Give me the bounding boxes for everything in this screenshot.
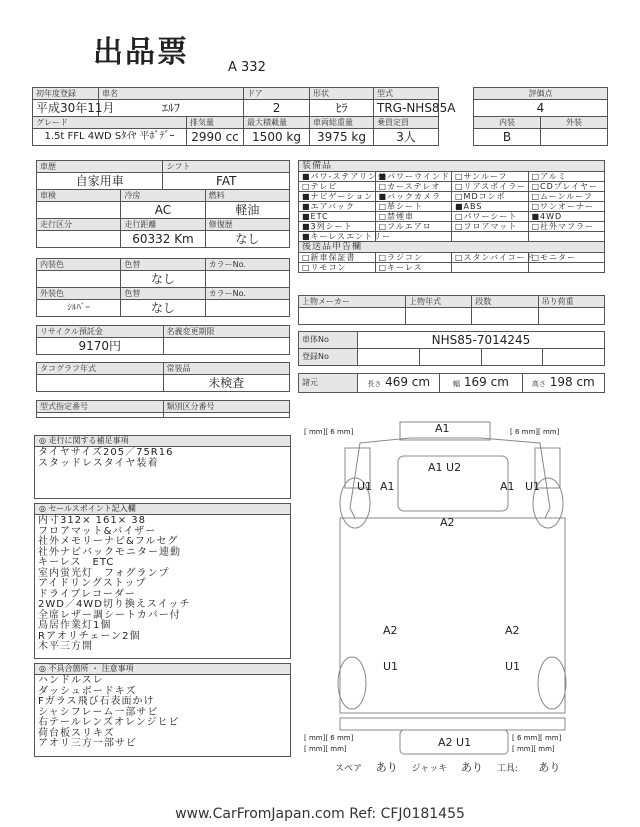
tire-depth: [ 6 mm][ mm] [512, 734, 562, 742]
exterior-color: ｼﾙﾊﾞｰ [37, 300, 121, 317]
note-line: 内寸312× 161× 38 [38, 515, 147, 526]
equipment-item: □サンルーフ [452, 172, 529, 182]
note-line: 全席レザー調シートカバー付 [38, 609, 181, 621]
standard-items: 未検査 [163, 375, 290, 392]
note-line: スタッドレスタイヤ装着 [38, 457, 159, 469]
length: 469 [385, 375, 408, 389]
equipment-item: □ワンオーナー [528, 202, 605, 212]
label: 型式指定番号 [37, 401, 164, 413]
overall-grade: 4 [474, 100, 608, 117]
damage-mark: A2 [383, 624, 398, 637]
damage-mark: A1 U2 [428, 461, 462, 474]
equipment-item: □新車保証書 [299, 253, 376, 263]
label: 上物メーカー [299, 296, 406, 308]
equipment-item: □パワーシート [452, 212, 529, 222]
equipment-item: ■バックカメラ [375, 192, 452, 202]
label: 排気量 [187, 117, 244, 129]
damage-mark: A2 [440, 516, 455, 529]
label: 登録No [299, 349, 358, 366]
spare-row [335, 761, 560, 776]
label: 段数 [472, 296, 538, 308]
label: カラーNo. [205, 288, 289, 300]
chassis-number: NHS85-7014245 [358, 332, 605, 349]
label: 外装色 [37, 288, 121, 300]
label: 高さ [531, 380, 546, 388]
equipment-item: ■パワ-ステアリング [299, 172, 376, 182]
driving-notes [34, 435, 291, 499]
max-load: 1500 kg [244, 129, 310, 146]
label: スペア [335, 764, 363, 774]
aircon: AC [121, 202, 205, 219]
label: ジャッキ [411, 764, 448, 774]
damage-mark: A1 [380, 480, 395, 493]
tire-depth: [ mm][ mm] [304, 745, 347, 753]
label: 燃料 [205, 190, 289, 202]
label: 車両総重量 [310, 117, 374, 129]
body-maker-table [298, 295, 605, 325]
equipment-item: ■ナビゲーション [299, 192, 376, 202]
defects-notes [34, 663, 291, 757]
recycle-table [36, 325, 290, 355]
tire-depth: [ mm][ 6 mm] [304, 734, 354, 742]
equipment-item: □革シート [375, 202, 452, 212]
vehicle-diagram [300, 418, 606, 758]
label: 型式 [374, 88, 439, 100]
label: 諸元 [299, 374, 358, 393]
label: 名義変更期限 [163, 326, 290, 338]
footer-reference: www.CarFromJapan.com Ref: CFJ0181455 [175, 806, 465, 822]
label: 走行区分 [37, 219, 121, 231]
equipment-item: ■キーレスエントリー [299, 232, 376, 242]
tool-value: あり [538, 761, 561, 774]
label: 乗員定員 [374, 117, 439, 129]
label: タコグラフ年式 [37, 363, 164, 375]
label: 車名 [99, 88, 244, 100]
unit: cm [411, 375, 431, 389]
repair-history: なし [205, 231, 289, 248]
equipment-item [528, 263, 605, 273]
note-line: 荷台板スリキズ [38, 727, 115, 739]
equipment-item [528, 232, 605, 242]
vehicle-header-table [32, 87, 456, 146]
equipment-item: □カーステレオ [375, 182, 452, 192]
spare-value: あり [375, 761, 398, 774]
shift: FAT [163, 173, 290, 190]
model-number-table [36, 400, 290, 418]
label: 吊り荷重 [538, 296, 604, 308]
model-code: TRG-NHS85A [374, 100, 439, 117]
note-title: ◎ セールスポイント記入欄 [35, 504, 290, 515]
capacity: 3人 [374, 129, 439, 146]
note-line: シャシフレーム一部サビ [38, 706, 159, 718]
chassis-table [298, 331, 605, 366]
label: 常装品 [163, 363, 290, 375]
equipment-item: □スタンバイコード [452, 253, 529, 263]
note-line: 室内蛍光灯 フォグランプ [38, 567, 170, 579]
score-table [473, 87, 608, 146]
label: 初年度登録 [33, 88, 99, 100]
damage-mark: U1 [383, 660, 399, 673]
equipment-item: □アルミ [528, 172, 605, 182]
car-name: ｴﾙﾌ [99, 100, 244, 117]
body-shape: ﾋﾗ [310, 100, 374, 117]
gross-weight: 3975 kg [310, 129, 374, 146]
label: 最大積載量 [244, 117, 310, 129]
exterior-grade [541, 129, 608, 146]
note-line: ダッシュボードキズ [38, 685, 137, 697]
label: カラーNo. [205, 259, 289, 271]
note-line: 木平三方開 [38, 641, 93, 652]
fuel: 軽油 [205, 202, 289, 219]
first-registration: 平成30年11月 [33, 100, 99, 117]
jack-value: あり [461, 761, 484, 774]
note-line: アイドリングストップ [38, 578, 147, 589]
interior-color-swap: なし [121, 271, 205, 288]
label: 長さ [367, 380, 382, 388]
note-line: 2WD／4WD切り換えスイッチ [38, 599, 191, 610]
equipment-item: □禁煙車 [375, 212, 452, 222]
label: 冷房 [121, 190, 205, 202]
note-line: キーレス ETC [38, 557, 115, 568]
label: 評価点 [474, 88, 608, 100]
equipment-item: □キーレス [375, 263, 452, 273]
note-line: 右テールレンズオレンジヒビ [38, 717, 180, 728]
equipment-item: □ムーンルーフ [528, 192, 605, 202]
height: 198 [549, 375, 573, 389]
sales-points [34, 503, 291, 659]
lot-number: A 332 [228, 60, 266, 75]
damage-mark: A2 [505, 624, 520, 637]
label: 類別区分番号 [163, 401, 290, 413]
label: 上物年式 [406, 296, 472, 308]
damage-mark: A2 U1 [438, 736, 472, 749]
label: ドア [244, 88, 310, 100]
tire-depth: [ 6 mm][ mm] [510, 428, 560, 436]
mileage: 60332 Km [121, 231, 205, 248]
label: 車歴 [37, 161, 163, 173]
damage-mark: U1 [525, 480, 541, 493]
equipment-item: □リモコン [299, 263, 376, 273]
equipment-title: 装備品 [299, 161, 605, 172]
note-line: フロアマット&バイザー [38, 525, 157, 537]
label: 外装 [541, 117, 608, 129]
label: 形状 [310, 88, 374, 100]
exterior-color-swap: なし [121, 300, 205, 317]
damage-mark: A1 [500, 480, 515, 493]
equipment-item: □MDコンポ [452, 192, 529, 202]
damage-mark: A1 [435, 422, 450, 435]
equipment-item: ■3列シート [299, 222, 376, 232]
label: 修復歴 [205, 219, 289, 231]
doors: 2 [244, 100, 310, 117]
note-line: 鳥居作業灯1個 [38, 620, 112, 631]
tire-depth: [ mm][ mm] [512, 745, 555, 753]
note-line: ハンドルスレ [38, 675, 104, 686]
note-line: Fガラス飛び石表面かけ [38, 696, 155, 707]
interior-grade: B [474, 129, 541, 146]
usage-history: 自家用車 [37, 173, 163, 190]
unit: cm [490, 375, 509, 389]
equipment-item: □ラジコン [375, 253, 452, 263]
equipment-item: ■ETC [299, 212, 376, 222]
label: 幅 [453, 380, 461, 388]
note-line: 社外ナビバックモニター連動 [38, 546, 181, 558]
label: シフト [163, 161, 290, 173]
damage-mark: U1 [505, 660, 521, 673]
note-line: 社外メモリーナビ&フルセグ [38, 536, 179, 547]
label: 色替 [121, 288, 205, 300]
equipment-item: □モニター [528, 253, 605, 263]
history-table [36, 160, 290, 248]
tire-depth: [ mm][ 6 mm] [304, 428, 354, 436]
equipment-item [452, 263, 529, 273]
equipment-item: ■パワーウインド [375, 172, 452, 182]
label: 色替 [121, 259, 205, 271]
equipment-item: □フルエアロ [375, 222, 452, 232]
label: グレード [33, 117, 187, 129]
recycle-fee: 9170円 [37, 338, 164, 355]
equipment-table [298, 160, 605, 273]
equipment-item: ■ABS [452, 202, 529, 212]
note-title: ◎ 走行に関する補足事項 [35, 436, 290, 447]
label: 内装色 [37, 259, 121, 271]
equipment-item: ■エアバック [299, 202, 376, 212]
note-line: Rアオリチェーン2個 [38, 630, 141, 642]
equipment-item: □社外マフラー [528, 222, 605, 232]
note-title: ◎ 不具合箇所 ・ 注意事項 [35, 664, 290, 675]
sheet-title: 出品票 [93, 35, 189, 70]
width: 169 [463, 375, 487, 389]
label: 工具: [496, 764, 518, 774]
damage-mark: U1 [357, 480, 373, 493]
color-table [36, 258, 290, 317]
note-line: アオリ三方一部サビ [38, 738, 137, 749]
equipment-item: □テレビ [299, 182, 376, 192]
label: 車体No [299, 332, 358, 349]
label: 内装 [474, 117, 541, 129]
dimensions-table [298, 373, 605, 393]
equipment-item: □フロアマット [452, 222, 529, 232]
displacement: 2990 cc [187, 129, 244, 146]
equipment-item [452, 232, 529, 242]
equipment-item: ■4WD [528, 212, 605, 222]
label: 走行距離 [121, 219, 205, 231]
unit: cm [576, 375, 595, 389]
equipment-item: □リアスポイラー [452, 182, 529, 192]
label: 車検 [37, 190, 121, 202]
tacho-table [36, 362, 290, 392]
note-line: ドライブレコーダー [38, 588, 136, 600]
grade: 1.5t FFL 4WD Sﾀｲﾔ 平ﾎﾞﾃﾞｰ [33, 129, 187, 146]
note-line: タイヤサイズ205／75R16 [38, 447, 174, 458]
label: リサイクル預託金 [37, 326, 164, 338]
equipment-item: □CDプレイヤー [528, 182, 605, 192]
later-items-title: 後送品申告欄 [299, 242, 605, 253]
